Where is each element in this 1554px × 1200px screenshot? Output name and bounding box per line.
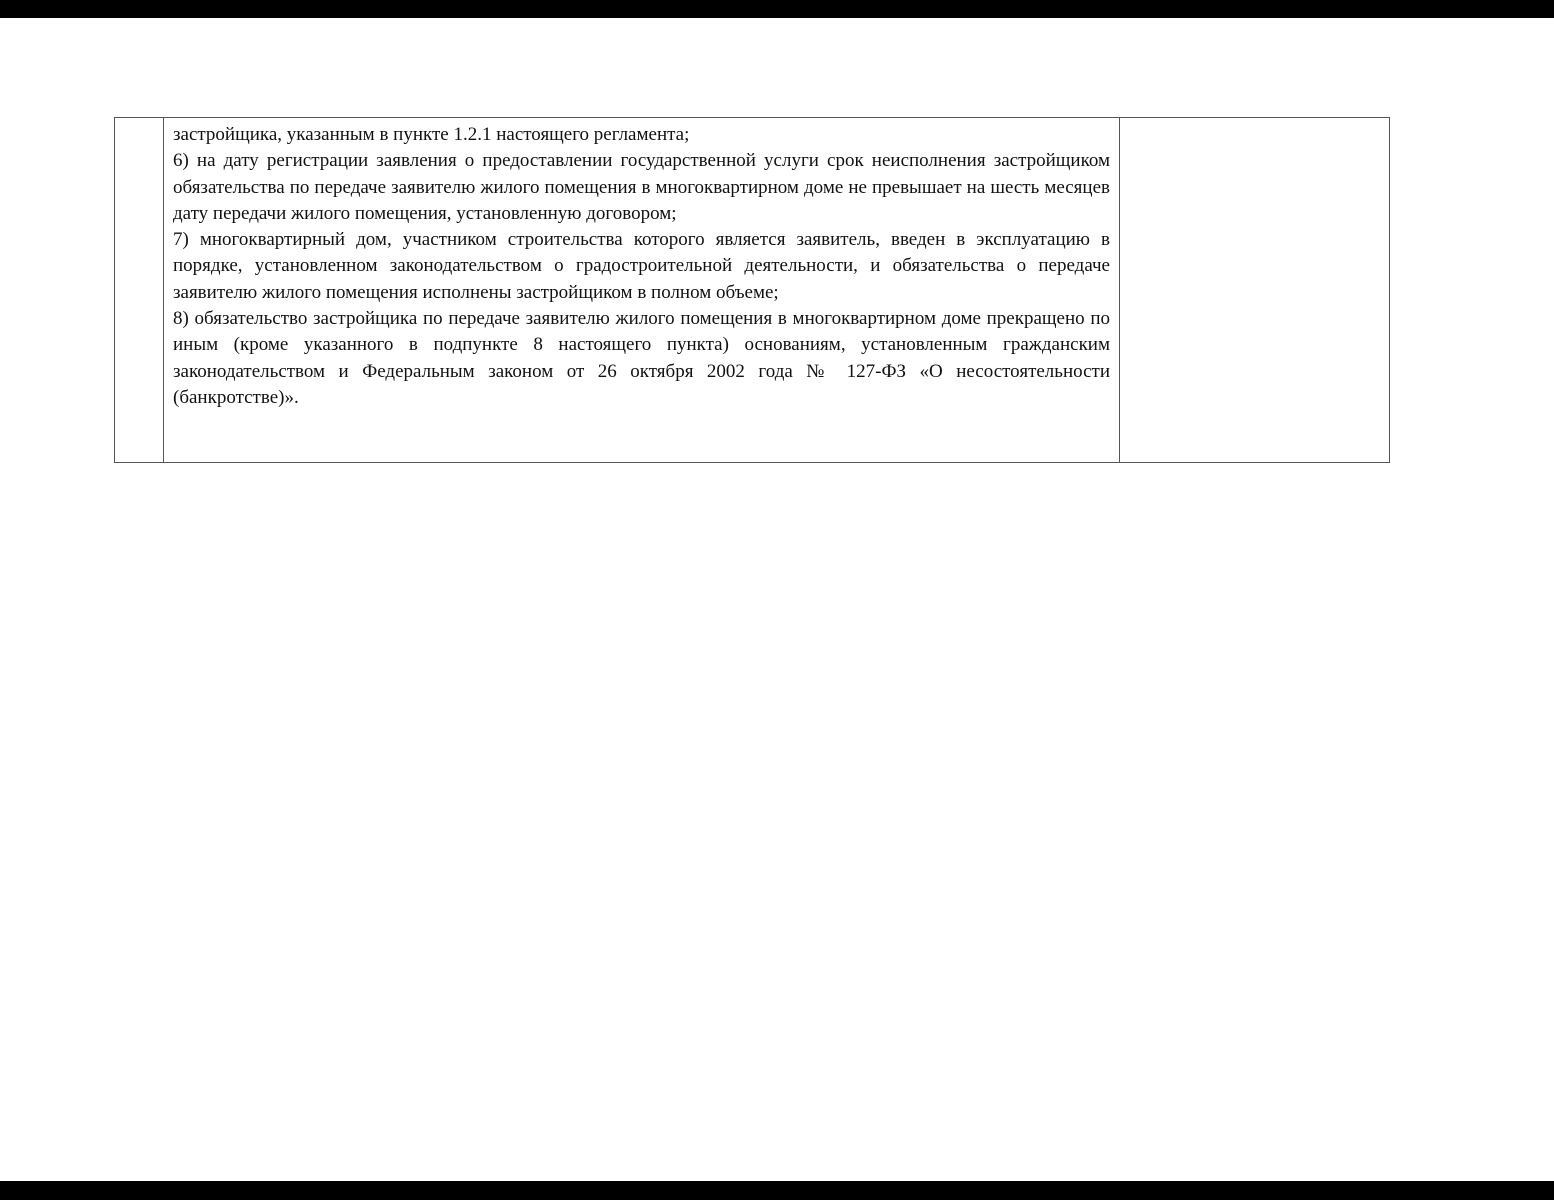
number-column-cell	[115, 118, 164, 462]
document-page	[0, 18, 1554, 1181]
paragraph-item-6: 6) на дату регистрации заявления о предоставлении государственной услуги срок неисполнения застройщиком обязательства по передаче заявителю жилого помещения в многоквартирном доме не превышает на шесть месяцев дату передачи жилого помещения, установленную договором;	[173, 150, 1110, 224]
paragraph-item-7: 7) многоквартирный дом, участником строительства которого является заявитель, введен в эксплуатацию в порядке, установленном законодательством о градостроительной деятельности, и обязательства о передаче заявителю жилого помещения исполнены застройщиком в полном объеме;	[173, 229, 1110, 303]
text-column-cell	[164, 118, 1120, 462]
regulation-table	[114, 117, 1390, 463]
paragraph-item-8: 8) обязательство застройщика по передаче заявителю жилого помещения в многоквартирном доме прекращено по иным (кроме указанного в подпункте 8 настоящего пункта) основаниям, установленным гражданским законодательством и Федеральным законом от 26 октября 2002 года № 127-ФЗ «О несостоятельности (банкротстве)».	[173, 308, 1110, 408]
paragraph-continuation: застройщика, указанным в пункте 1.2.1 настоящего регламента;	[173, 124, 690, 145]
notes-column-cell	[1120, 118, 1389, 462]
